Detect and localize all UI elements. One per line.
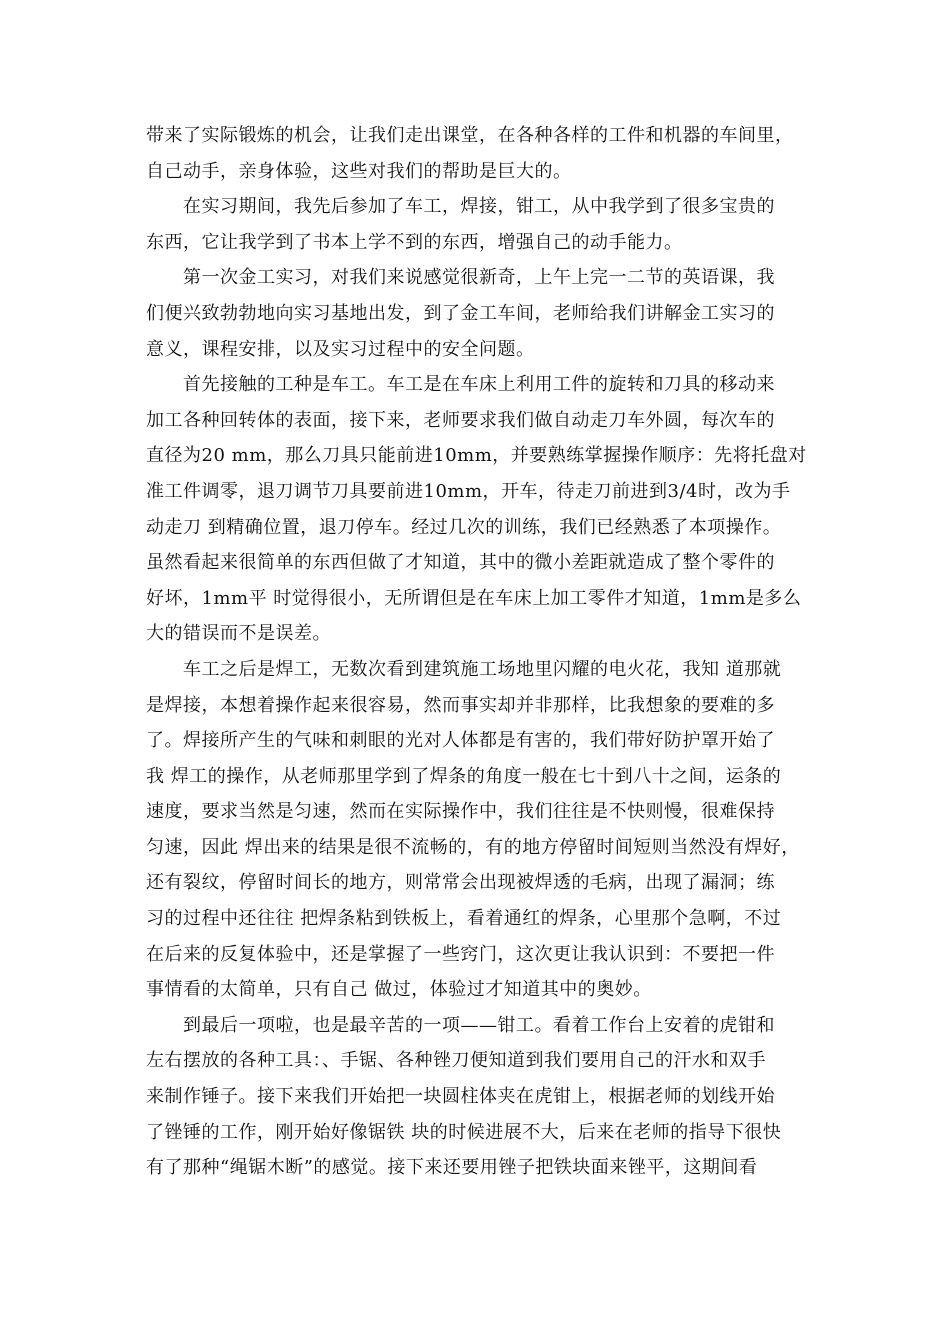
text-line: 有了那种“绳锯木断”的感觉。接下来还要用锉子把铁块面来锉平，这期间看 [146, 1157, 758, 1179]
text-line: 左右摆放的各种工具：、手锯、各种锉刀便知道到我们要用自己的汗水和双手 [146, 1050, 766, 1072]
text-line: 到最后一项啦，也是最辛苦的一项——钳工。看着工作台上安着的虎钳和 [146, 1014, 775, 1036]
text-line: 好坏，1mm平 时觉得很小，无所谓但是在车床上加工零件才知道，1mm是多么 [146, 587, 802, 609]
text-line: 动走刀 到精确位置，退刀停车。经过几次的训练，我们已经熟悉了本项操作。 [146, 516, 782, 538]
text-line: 带来了实际锻炼的机会，让我们走出课堂，在各种各样的工件和机器的车间里， [146, 125, 794, 146]
text-line: 还有裂纹，停留时间长的地方，则常常会出现被焊透的毛病，出现了漏洞；练 [146, 872, 775, 894]
text-line: 了。焊接所产生的气味和刺眼的光对人体都是有害的，我们带好防护罩开始了 [146, 730, 775, 752]
text-line: 准工件调零，退刀调节刀具要前进10mm，开车，待走刀前进到3/4时，改为手 [146, 480, 791, 502]
text-line: 匀速，因此 焊出来的结果是很不流畅的，有的地方停留时间短则当然没有焊好， [146, 836, 800, 858]
text-line: 东西，它让我学到了书本上学不到的东西，增强自己的动手能力。 [146, 231, 683, 253]
text-line: 自己动手，亲身体验，这些对我们的帮助是巨大的。 [146, 160, 572, 182]
text-line: 是焊接，本想着操作起来很容易，然而事实却并非那样，比我想象的要难的多 [146, 694, 775, 716]
text-line: 速度，要求当然是匀速，然而在实际操作中，我们往往是不快则慢，很难保持 [146, 801, 775, 823]
text-line: 意义，课程安排，以及实习过程中的安全问题。 [146, 338, 535, 360]
text-line: 习的过程中还往往 把焊条粘到铁板上，看着通红的焊条，心里那个急啊，不过 [146, 908, 782, 930]
text-line: 虽然看起来很简单的东西但做了才知道，其中的微小差距就造成了整个零件的 [146, 552, 775, 574]
text-line: 第一次金工实习，对我们来说感觉很新奇，上午上完一二节的英语课，我 [146, 267, 775, 289]
text-line: 首先接触的工种是车工。车工是在车床上利用工件的旋转和刀具的移动来 [146, 374, 775, 396]
text-line: 大的错误而不是误差。 [146, 623, 331, 645]
text-line: 我 焊工的操作，从老师那里学到了焊条的角度一般在七十到八十之间，运条的 [146, 765, 782, 787]
text-line: 了锉锤的工作，刚开始好像锯铁 块的时候进展不大，后来在老师的指导下很快 [146, 1121, 782, 1143]
text-line: 加工各种回转体的表面，接下来，老师要求我们做自动走刀车外圆，每次车的 [146, 409, 775, 431]
text-line: 车工之后是焊工，无数次看到建筑施工场地里闪耀的电火花，我知 道那就 [146, 658, 782, 680]
document-body [146, 118, 826, 1186]
text-line: 事情看的太简单，只有自己 做过，体验过才知道其中的奥妙。 [146, 979, 652, 1001]
text-line: 们便兴致勃勃地向实习基地出发，到了金工车间，老师给我们讲解金工实习的 [146, 302, 775, 324]
text-line: 直径为20 mm，那么刀具只能前进10mm，并要熟练掌握操作顺序：先将托盘对 [146, 445, 807, 467]
text-line: 在实习期间，我先后参加了车工，焊接，钳工，从中我学到了很多宝贵的 [146, 196, 775, 218]
text-line: 来制作锤子。接下来我们开始把一块圆柱体夹在虎钳上，根据老师的划线开始 [146, 1086, 775, 1108]
text-line: 在后来的反复体验中，还是掌握了一些窍门，这次更让我认识到：不要把一件 [146, 943, 775, 965]
